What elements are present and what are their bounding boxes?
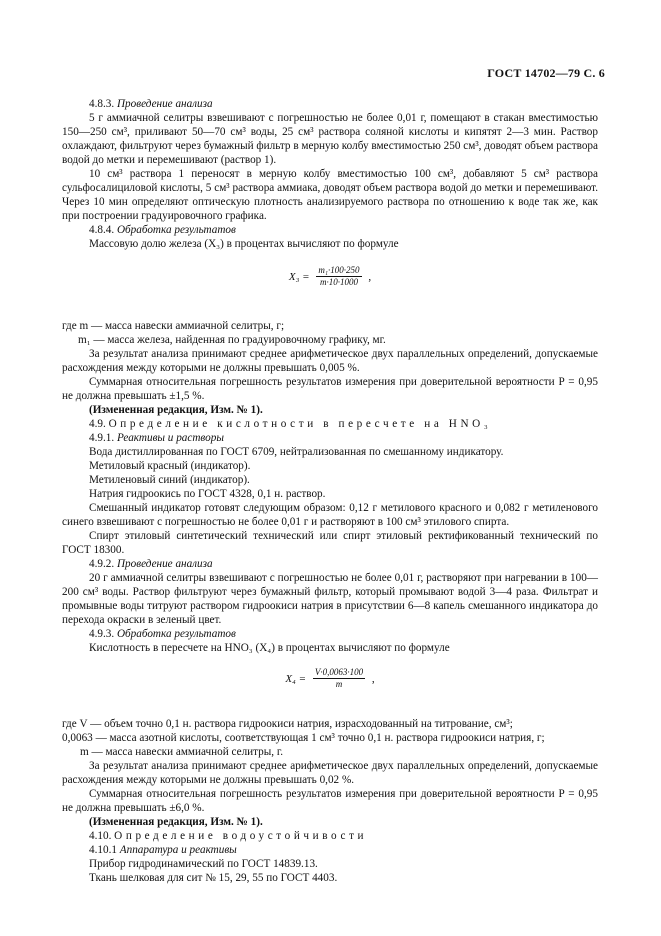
formula-denominator: m·10·1000 — [319, 277, 358, 287]
formula-lhs: X₃ = — [288, 270, 310, 283]
equipment-item: Прибор гидродинамический по ГОСТ 14839.13. — [89, 858, 318, 870]
section-4-9-1-heading: 4.9.1. Реактивы и растворы — [89, 432, 224, 444]
formula-definition: где m — масса навески аммиачной селитры, г; — [62, 320, 285, 332]
section-4-10-1-heading: 4.10.1 Аппаратура и реактивы — [89, 844, 237, 856]
section-4-10-heading: 4.10. Определение водоустойчивости — [89, 830, 368, 842]
reagent-item: Вода дистиллированная по ГОСТ 6709, нейтрализованная по смешанному индикатору. — [89, 446, 504, 458]
paragraph: Массовую долю железа (X₃) в процентах вычисляют по формуле — [89, 238, 399, 250]
formula-x4: X₄ = V·0,0063·100 m , — [285, 667, 375, 689]
revision-note: (Измененная редакция, Изм. № 1). — [89, 404, 263, 416]
paragraph: 5 г аммиачной селитры взвешивают с погрешностью не более 0,01 г, помещают в стакан вместимостью 150—250 см³, приливают 50—70 см³ воды, 25 см³ раствора соляной кислоты и кипятят 2—3 мин. Раствор охлаждают, фильтруют через бумажный фильтр в мерную колбу вместимостью 250 см³, доводят объем раствора водой до метки и перемешивают (раствор 1). — [62, 112, 598, 166]
page-header: ГОСТ 14702—79 С. 6 — [487, 66, 605, 80]
formula-fraction — [316, 265, 361, 288]
paragraph: За результат анализа принимают среднее арифметическое двух параллельных определений, допускаемые расхождения между которыми не должны превышать 0,02 %. — [62, 760, 598, 786]
main-text — [62, 97, 598, 885]
formula-numerator: V·0,0063·100 — [314, 667, 364, 677]
paragraph: Смешанный индикатор готовят следующим образом: 0,12 г метилового красного и 0,082 г метиленового синего взвешивают с погрешностью не более 0,01 г и растворяют в 100 см³ этилового спирта. — [62, 502, 598, 528]
formula-numerator: m₁·100·250 — [318, 265, 360, 275]
reagent-item: Натрия гидроокись по ГОСТ 4328, 0,1 н. раствор. — [89, 488, 326, 500]
section-4-9-heading: 4.9. Определение кислотности в пересчете на HNO₃ — [89, 418, 492, 430]
reagent-item: Метиленовый синий (индикатор). — [89, 474, 250, 486]
reagent-item: Метиловый красный (индикатор). — [89, 460, 251, 472]
section-4-8-4-heading: 4.8.4. Обработка результатов — [89, 224, 236, 236]
formula-lhs: X₄ = — [285, 672, 307, 685]
paragraph: Суммарная относительная погрешность результатов измерения при доверительной вероятности P = 0,95 не должна превышать ±1,5 %. — [62, 376, 598, 402]
paragraph: Суммарная относительная погрешность результатов измерения при доверительной вероятности P = 0,95 не должна превышать ±6,0 %. — [62, 788, 598, 814]
revision-note: (Измененная редакция, Изм. № 1). — [89, 816, 263, 828]
paragraph: 10 см³ раствора 1 переносят в мерную колбу вместимостью 100 см³, добавляют 5 см³ раствора сульфосалициловой кислоты, 5 см³ раствора аммиака, доводят объем раствора водой до метки и перемешивают. Через 10 мин определяют оптическую плотность анализируемого раствора по отношению к воде так же, как при построении градуировочного графика. — [62, 168, 598, 222]
section-4-8-3-heading: 4.8.3. Проведение анализа — [89, 98, 213, 110]
formula-definition: m — масса навески аммиачной селитры, г. — [80, 746, 283, 758]
paragraph: 20 г аммиачной селитры взвешивают с погрешностью не более 0,01 г, растворяют при нагревании в 100—200 см³ воды. Раствор фильтруют через бумажный фильтр, который промывают водой 3—4 раза. Фильтрат и промывные воды титруют раствором гидроокиси натрия в присутствии 6—8 капель смешанного индикатора до перехода окраски в зеленый цвет. — [62, 572, 598, 626]
formula-definition: 0,0063 — масса азотной кислоты, соответствующая 1 см³ точно 0,1 н. раствора гидроокиси натрия, г; — [62, 732, 545, 744]
paragraph: Кислотность в пересчете на HNO₃ (X₄) в процентах вычисляют по формуле — [89, 642, 450, 654]
formula-fraction — [313, 667, 365, 690]
section-4-9-3-heading: 4.9.3. Обработка результатов — [89, 628, 236, 640]
formula-definition: m₁ — масса железа, найденная по градуировочному графику, мг. — [78, 334, 386, 346]
formula-definition: где V — объем точно 0,1 н. раствора гидроокиси натрия, израсходованный на титрование, см³; — [62, 718, 513, 730]
section-4-9-2-heading: 4.9.2. Проведение анализа — [89, 558, 213, 570]
paragraph: За результат анализа принимают среднее арифметическое двух параллельных определений, допускаемые расхождения между которыми не должны превышать 0,005 %. — [62, 348, 598, 374]
formula-x3: X₃ = m₁·100·250 m·10·1000 , — [288, 265, 372, 287]
formula-denominator: m — [335, 679, 343, 689]
paragraph: Спирт этиловый синтетический технический или спирт этиловый ректификованный технический по ГОСТ 18300. — [62, 530, 598, 556]
equipment-item: Ткань шелковая для сит № 15, 29, 55 по ГОСТ 4403. — [89, 872, 338, 884]
